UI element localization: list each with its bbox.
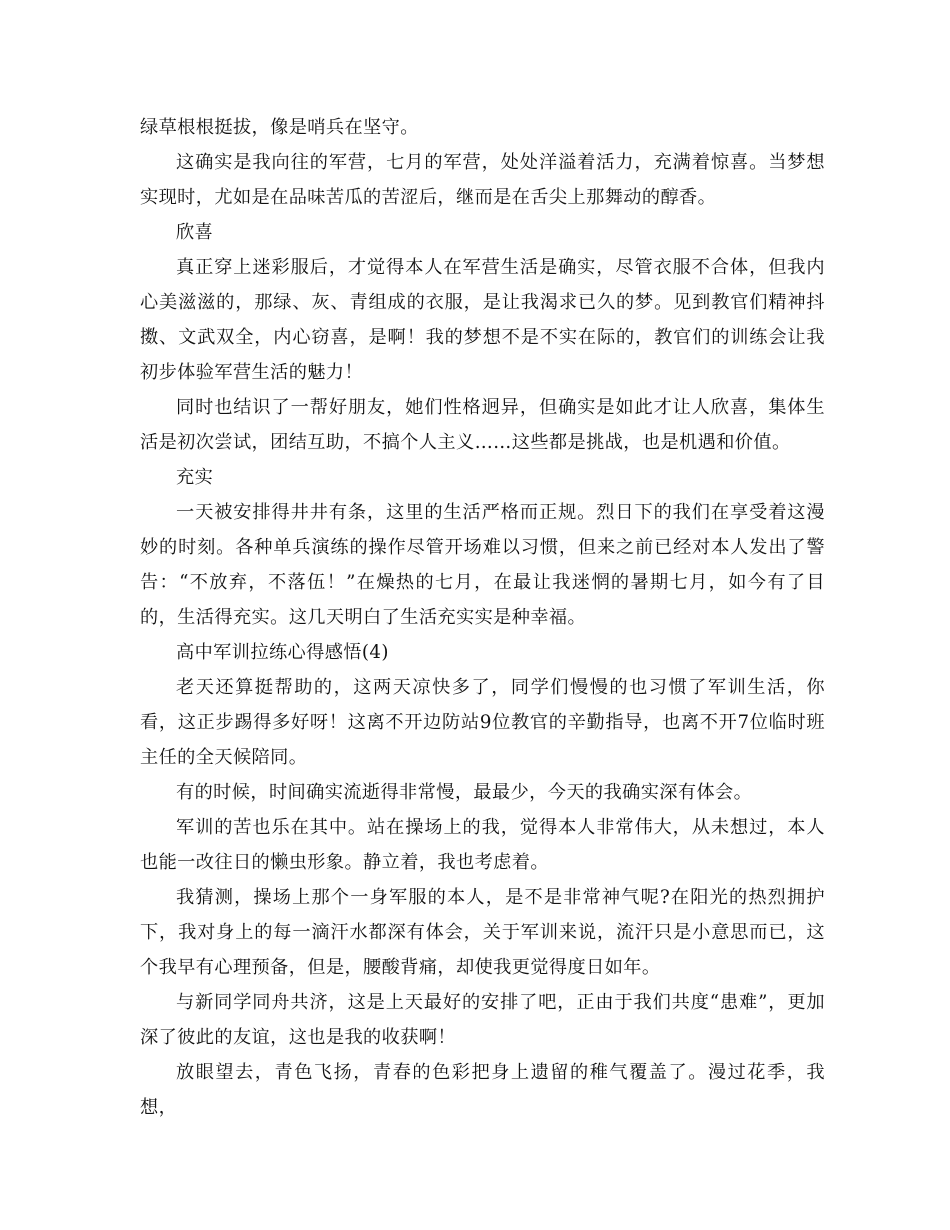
- paragraph: 我猜测，操场上那个一身军服的本人，是不是非常神气呢?在阳光的热烈拥护下，我对身上的每一滴汗水都深有体会，关于军训来说，流汗只是小意思而已，这个我早有心理预备，但是，腰酸背痛，却使我更觉得度日如年。: [140, 887, 825, 978]
- section-heading-xinxi: 欣喜: [176, 222, 214, 243]
- paragraph: 有的时候，时间确实流逝得非常慢，最最少，今天的我确实深有体会。: [176, 782, 753, 803]
- paragraph: 一天被安排得井井有条，这里的生活严格而正规。烈日下的我们在享受着这漫妙的时刻。各种单兵演练的操作尽管开场难以习惯，但来之前已经对本人发出了警告：“不放弃，不落伍！”在燥热的七月，在最让我迷惘的暑期七月，如今有了目的，生活得充实。这几天明白了生活充实实是种幸福。: [140, 502, 825, 628]
- paragraph: 与新同学同舟共济，这是上天最好的安排了吧，正由于我们共度“患难”，更加深了彼此的友谊，这也是我的收获啊！: [140, 992, 825, 1048]
- paragraph: 同时也结识了一帮好朋友，她们性格迥异，但确实是如此才让人欣喜，集体生活是初次尝试，团结互助，不搞个人主义……这些都是挑战，也是机遇和价值。: [140, 397, 825, 453]
- section-heading-chongshi: 充实: [176, 467, 214, 488]
- paragraph: 这确实是我向往的军营，七月的军营，处处洋溢着活力，充满着惊喜。当梦想实现时，尤如是在品味苦瓜的苦涩后，继而是在舌尖上那舞动的醇香。: [140, 152, 825, 208]
- paragraph: 老天还算挺帮助的，这两天凉快多了，同学们慢慢的也习惯了军训生活，你看，这正步踢得多好呀！这离不开边防站9位教官的辛勤指导，也离不开7位临时班主任的全天候陪同。: [140, 677, 825, 768]
- paragraph: 真正穿上迷彩服后，才觉得本人在军营生活是确实，尽管衣服不合体，但我内心美滋滋的，那绿、灰、青组成的衣服，是让我渴求已久的梦。见到教官们精神抖擞、文武双全，内心窃喜，是啊！我的梦想不是不实在际的，教官们的训练会让我初步体验军营生活的魅力！: [140, 257, 825, 383]
- article-title-4: 高中军训拉练心得感悟(4): [176, 642, 389, 663]
- paragraph: 军训的苦也乐在其中。站在操场上的我，觉得本人非常伟大，从未想过，本人也能一改往日的懒虫形象。静立着，我也考虑着。: [140, 817, 825, 873]
- paragraph: 放眼望去，青色飞扬，青春的色彩把身上遗留的稚气覆盖了。漫过花季，我想，: [140, 1062, 825, 1118]
- paragraph-continuation: 绿草根根挺拔，像是哨兵在坚守。: [140, 117, 419, 138]
- document-body: [140, 110, 825, 1125]
